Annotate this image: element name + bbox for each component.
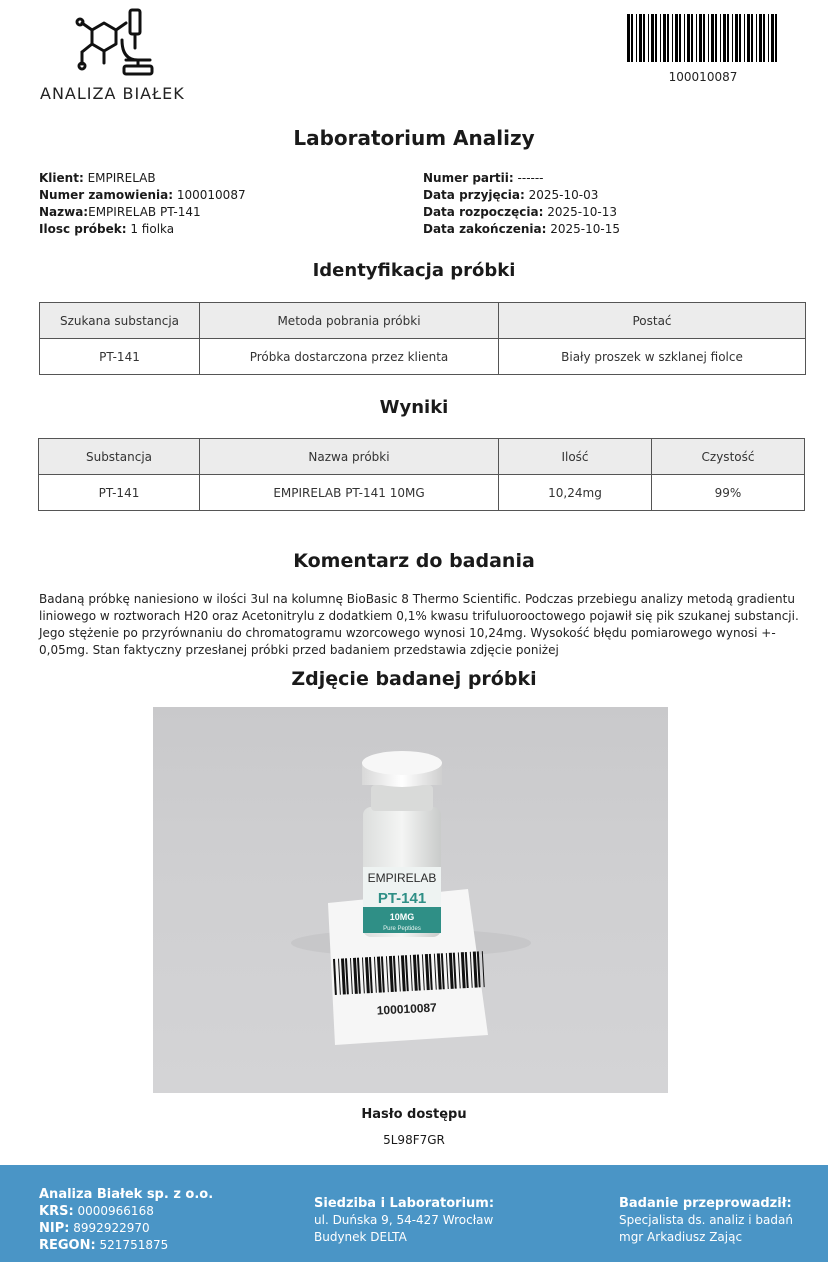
barcode-bar bbox=[703, 14, 705, 62]
barcode-bar bbox=[739, 14, 741, 62]
barcode-bar bbox=[672, 14, 673, 62]
barcode-bar bbox=[768, 14, 769, 62]
meta-left bbox=[39, 170, 246, 238]
identification-heading: Identyfikacja próbki bbox=[312, 260, 516, 281]
vial-illustration bbox=[153, 707, 668, 1093]
barcode-bar bbox=[648, 14, 649, 62]
barcode-bar bbox=[747, 14, 750, 62]
vial-dose: 10MG bbox=[389, 912, 415, 922]
barcode bbox=[627, 14, 779, 62]
barcode-bar bbox=[655, 14, 657, 62]
table-cell: 99% bbox=[652, 475, 805, 511]
barcode-bar bbox=[675, 14, 678, 62]
barcode-bar bbox=[720, 14, 721, 62]
table-header: Metoda pobrania próbki bbox=[200, 303, 499, 339]
barcode-bar bbox=[643, 14, 645, 62]
meta-row: Numer zamowienia: 100010087 bbox=[39, 188, 246, 202]
table-header: Ilość bbox=[499, 439, 652, 475]
barcode-bar bbox=[751, 14, 753, 62]
meta-row: Numer partii: ------ bbox=[423, 171, 544, 185]
password-label: Hasło dostępu bbox=[361, 1107, 467, 1122]
table-header: Czystość bbox=[652, 439, 805, 475]
meta-row: Data zakończenia: 2025-10-15 bbox=[423, 222, 620, 236]
table-header: Postać bbox=[499, 303, 806, 339]
table-cell: Biały proszek w szklanej fiolce bbox=[499, 339, 806, 375]
footer-executor: Badanie przeprowadził: Specjalista ds. analiz i badań mgr Arkadiusz Zając bbox=[619, 1196, 793, 1244]
barcode-bar bbox=[756, 14, 757, 62]
barcode-bar bbox=[667, 14, 669, 62]
barcode-bar bbox=[660, 14, 661, 62]
footer-address: Siedziba i Laboratorium: ul. Duńska 9, 54-427 Wrocław Budynek DELTA bbox=[314, 1196, 495, 1244]
logo-text: ANALIZA BIAŁEK bbox=[40, 84, 185, 103]
comment-text: Badaną próbkę naniesiono w ilości 3ul na kolumnę BioBasic 8 Thermo Scientific. Podczas przebiegu analizy metodą gradientu liniowego w roztworach H20 oraz Acetonitrylu z dodatkiem 0,1% kwasu trifuluorooctowego pojawił się pik szukanej substancji. Jego stężenie po przyrównaniu do chromatogramu wzorcowego wynosi 10,24mg. Wysokość błędu pomiarowego wynosi +- 0,05mg. Stan faktyczny przesłanej próbki przed badaniem przedstawia zdjęcie poniżej bbox=[39, 592, 799, 657]
barcode-bar bbox=[732, 14, 733, 62]
barcode-bar bbox=[711, 14, 714, 62]
table-row bbox=[40, 339, 806, 375]
photo-barcode-number: 100010087 bbox=[376, 1000, 438, 1018]
barcode-bar bbox=[684, 14, 685, 62]
comment-heading: Komentarz do badania bbox=[293, 550, 535, 572]
barcode-bar bbox=[651, 14, 654, 62]
table-cell: Próbka dostarczona przez klienta bbox=[200, 339, 499, 375]
barcode-bar bbox=[759, 14, 762, 62]
barcode-bar bbox=[663, 14, 666, 62]
barcode-bar bbox=[696, 14, 697, 62]
table-row bbox=[39, 475, 805, 511]
barcode-bar bbox=[687, 14, 690, 62]
results-heading: Wyniki bbox=[379, 397, 449, 418]
footer-company: Analiza Białek sp. z o.o. KRS: 0000966168 NIP: 8992922970 REGON: 521751875 bbox=[39, 1187, 214, 1253]
photo-heading: Zdjęcie badanej próbki bbox=[291, 668, 537, 690]
table-cell: PT-141 bbox=[39, 475, 200, 511]
table-header: Szukana substancja bbox=[40, 303, 200, 339]
barcode-bar bbox=[627, 14, 630, 62]
barcode-bar bbox=[708, 14, 709, 62]
barcode-bar bbox=[723, 14, 726, 62]
page-title: Laboratorium Analizy bbox=[293, 126, 535, 150]
molecule-microscope-icon bbox=[74, 8, 156, 78]
password-value: 5L98F7GR bbox=[383, 1133, 445, 1147]
table-header: Substancja bbox=[39, 439, 200, 475]
meta-right bbox=[423, 170, 620, 238]
barcode-bar bbox=[771, 14, 774, 62]
meta-row: Klient: EMPIRELAB bbox=[39, 171, 156, 185]
barcode-bar bbox=[636, 14, 637, 62]
barcode-bar bbox=[727, 14, 729, 62]
barcode-bar bbox=[631, 14, 633, 62]
meta-row: Data rozpoczęcia: 2025-10-13 bbox=[423, 205, 617, 219]
vial-tag: Pure Peptides bbox=[383, 926, 421, 932]
meta-row: Data przyjęcia: 2025-10-03 bbox=[423, 188, 599, 202]
table-cell: PT-141 bbox=[40, 339, 200, 375]
identification-table bbox=[39, 302, 806, 375]
table-cell: EMPIRELAB PT-141 10MG bbox=[200, 475, 499, 511]
vial-name: PT-141 bbox=[377, 890, 427, 907]
sample-photo bbox=[153, 707, 668, 1093]
meta-row: Ilosc próbek: 1 fiolka bbox=[39, 222, 175, 236]
table-cell: 10,24mg bbox=[499, 475, 652, 511]
barcode-bar bbox=[763, 14, 765, 62]
barcode-bar bbox=[775, 14, 777, 62]
barcode-bar bbox=[735, 14, 738, 62]
table-header: Nazwa próbki bbox=[200, 439, 499, 475]
barcode-bar bbox=[639, 14, 642, 62]
barcode-bar bbox=[715, 14, 717, 62]
results-table bbox=[38, 438, 805, 511]
barcode-bar bbox=[744, 14, 745, 62]
barcode-number: 100010087 bbox=[668, 70, 738, 84]
barcode-bar bbox=[482, 951, 485, 987]
vial-brand: EMPIRELAB bbox=[367, 871, 437, 885]
barcode-bar bbox=[691, 14, 693, 62]
meta-row: Nazwa:EMPIRELAB PT-141 bbox=[39, 205, 201, 219]
barcode-bar bbox=[679, 14, 681, 62]
company-logo bbox=[40, 8, 190, 104]
footer bbox=[0, 1165, 828, 1262]
barcode-bar bbox=[699, 14, 702, 62]
